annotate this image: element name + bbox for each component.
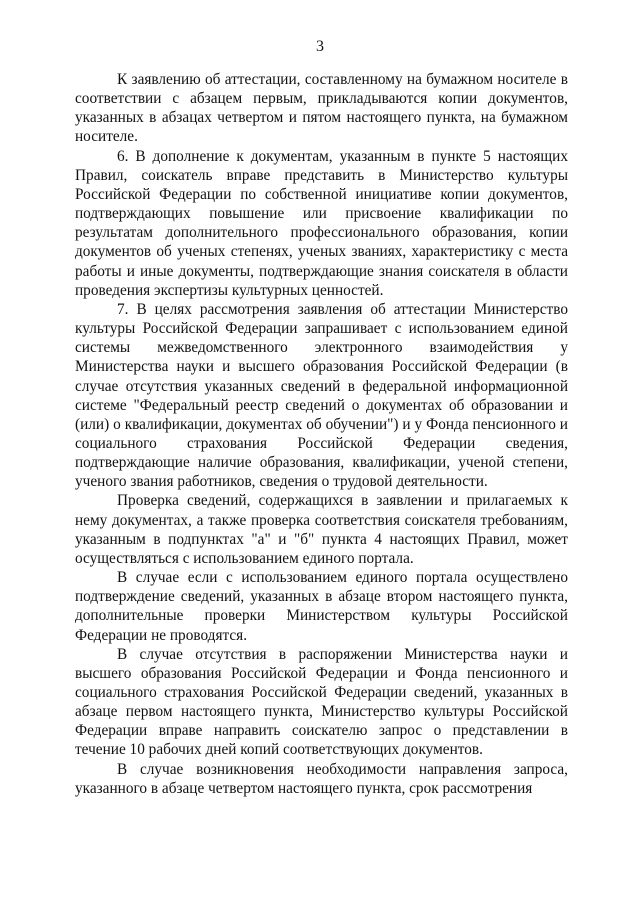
page-number: 3 <box>316 38 324 55</box>
paragraph-verification-portal: Проверка сведений, содержащихся в заявлении и прилагаемых к нему документах, а также проверка соответствия соискателя требованиям, указанным в подпунктах "а" и "б" пункта 4 настоящих Правил, может осуществляться с использованием единого портала. <box>75 492 568 567</box>
paragraph-item-6-additional-documents: 6. В дополнение к документам, указанным в пункте 5 настоящих Правил, соискатель вправе представить в Министерство культуры Российской Федерации по собственной инициативе копии документов, подтверждающих повышение или присвоение квалификации по результатам дополнительного профессионального образования, копии документов об ученых степенях, ученых званиях, характеристику с места работы и иные документы, подтверждающие знания соискателя в области проведения экспертизы культурных ценностей. <box>75 147 568 299</box>
paragraph-item-7-interagency-request: 7. В целях рассмотрения заявления об аттестации Министерство культуры Российской Федерации запрашивает с использованием единой системы межведомственного электронного взаимодействия у Министерства науки и высшего образования Российской Федерации (в случае отсутствия указанных сведений в федеральной информационной системе "Федеральный реестр сведений о документах об образовании и (или) о квалификации, документах об обучении") и у Фонда пенсионного и социального страхования Российской Федерации сведения, подтверждающие наличие образования, квалификации, ученой степени, ученого звания работников, сведения о трудовой деятельности. <box>75 300 568 491</box>
paragraph-attachments-paper: К заявлению об аттестации, составленному на бумажном носителе в соответствии с абзацем первым, прикладываются копии документов, указанных в абзацах четвертом и пятом настоящего пункта, на бумажном носителе. <box>75 71 568 146</box>
paragraph-request-to-applicant: В случае отсутствия в распоряжении Министерства науки и высшего образования Российской Федерации и Фонда пенсионного и социального страхования Российской Федерации сведений, указанных в абзаце первом настоящего пункта, Министерство культуры Российской Федерации вправе направить соискателю запрос о представлении в течение 10 рабочих дней копий соответствующих документов. <box>75 645 568 759</box>
document-body <box>75 70 568 798</box>
paragraph-no-additional-checks: В случае если с использованием единого портала осуществлено подтверждение сведений, указанных в абзаце втором настоящего пункта, дополнительные проверки Министерством культуры Российской Федерации не проводятся. <box>75 569 568 644</box>
paragraph-request-deadline: В случае возникновения необходимости направления запроса, указанного в абзаце четвертом настоящего пункта, срок рассмотрения <box>75 760 568 797</box>
